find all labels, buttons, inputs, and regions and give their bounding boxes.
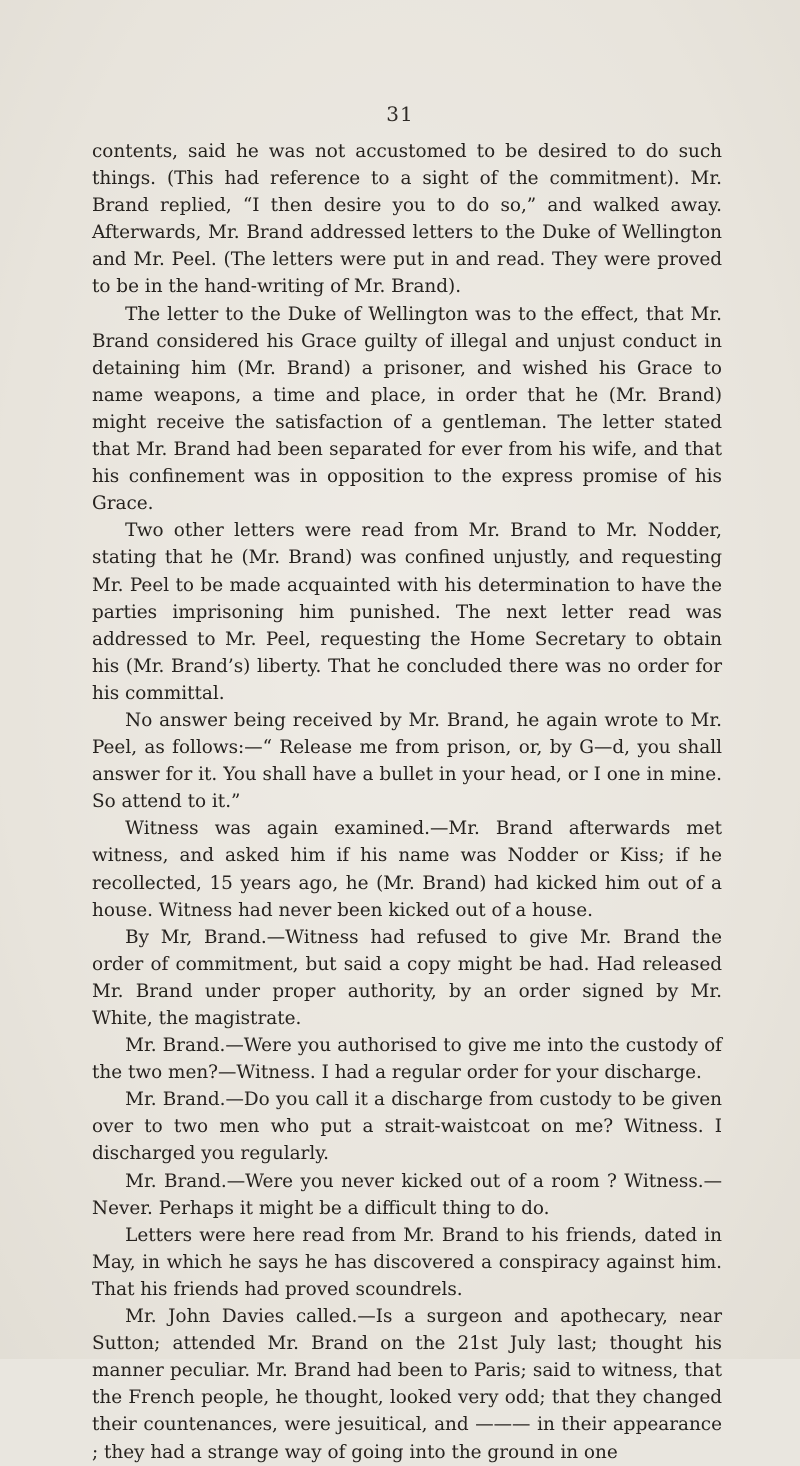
- paragraph-second-letter-peel: No answer being received by Mr. Brand, he again wrote to Mr. Peel, as follows:—“ Release me from prison, or, by G—d, you shall answer for it. You shall have a bullet in your head, or I one in mine. So attend to it.”: [92, 709, 722, 813]
- paragraph-nodder-letters: Two other letters were read from Mr. Brand to Mr. Nodder, stating that he (Mr. Brand) was confined unjustly, and requesting Mr. Peel to be made acquainted with his determination to have the parties imprisoning him punished. The next letter read was addressed to Mr. Peel, requesting the Home Secretary to obtain his (Mr. Brand’s) liberty. That he concluded there was no order for his committal.: [92, 520, 722, 704]
- paragraph-continuation: contents, said he was not accustomed to be desired to do such things. (This had reference to a sight of the commitment). Mr. Brand replied, “I then desire you to do so,” and walked away. Afterwards, Mr. Brand addressed letters to the Duke of Wellington and Mr. Peel. (The letters were put in and read. They were proved to be in the hand-writing of Mr. Brand).: [92, 141, 722, 298]
- paragraph-strait-waistcoat: Mr. Brand.—Do you call it a discharge from custody to be given over to two men who put a strait-waistcoat on me? Witness. I discharged you regularly.: [92, 1089, 722, 1165]
- paragraph-custody-question: Mr. Brand.—Were you authorised to give me into the custody of the two men?—Witness. I had a regular order for your discharge.: [92, 1035, 722, 1084]
- paragraph-order-of-commitment: By Mr, Brand.—Witness had refused to give Mr. Brand the order of commitment, but said a copy might be had. Had released Mr. Brand under proper authority, by an order signed by Mr. White, the magistrate.: [92, 926, 722, 1029]
- paragraph-letters-to-friends: Letters were here read from Mr. Brand to his friends, dated in May, in which he says he has discovered a conspiracy against him. That his friends had proved scoundrels.: [92, 1224, 722, 1300]
- paragraph-wellington-letter: The letter to the Duke of Wellington was to the effect, that Mr. Brand considered his Grace guilty of illegal and unjust conduct in detaining him (Mr. Brand) a prisoner, and wished his Grace to name weapons, a time and place, in order that he (Mr. Brand) might receive the satisfaction of a gentleman. The letter stated that Mr. Brand had been separated for ever from his wife, and that his confinement was in opposition to the express promise of his Grace.: [92, 303, 722, 515]
- paragraph-witness-examined: Witness was again examined.—Mr. Brand afterwards met witness, and asked him if his name was Nodder or Kiss; if he recollected, 15 years ago, he (Mr. Brand) had kicked him out of a house. Witness had never been kicked out of a house.: [92, 818, 722, 921]
- paragraph-kicked-out: Mr. Brand.—Were you never kicked out of a room ? Witness.—Never. Perhaps it might be a difficult thing to do.: [92, 1170, 722, 1219]
- page-body-text: [92, 138, 722, 1466]
- page-number: 31: [386, 102, 414, 126]
- paragraph-john-davies: Mr. John Davies called.—Is a surgeon and apothecary, near Sutton; attended Mr. Brand on the 21st July last; thought his manner peculiar. Mr. Brand had been to Paris; said to witness, that the French people, he thought, looked very odd; that they changed their countenances, were jesuitical, and ——— in their appearance ; they had a strange way of going into the ground in one: [92, 1306, 722, 1463]
